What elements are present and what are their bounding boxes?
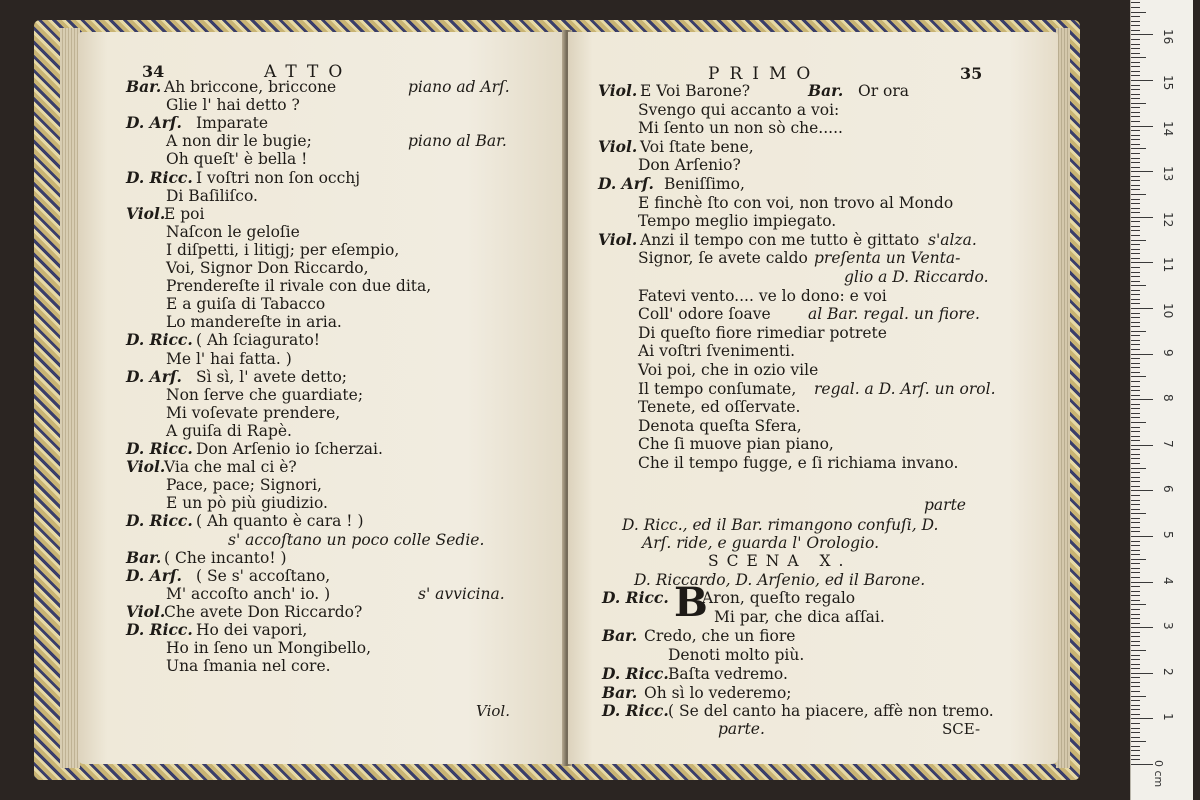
ruler-tick <box>1131 417 1140 418</box>
ruler-tick <box>1131 709 1140 710</box>
ruler-tick <box>1131 536 1153 537</box>
verse-text: A non dir le bugie; <box>166 132 312 151</box>
verse-text: Naſcon le geloſie <box>166 222 300 241</box>
ruler-number: 12 <box>1161 211 1175 228</box>
speaker-label: D. Ricc. <box>602 701 669 720</box>
ruler-tick <box>1131 436 1140 437</box>
verse-text: Beniſſimo, <box>664 175 745 193</box>
ruler-tick <box>1131 554 1140 555</box>
stage-direction: s'alza. <box>928 230 977 249</box>
ruler-tick <box>1131 563 1140 564</box>
ruler-tick <box>1131 445 1153 446</box>
ruler-tick <box>1131 691 1140 692</box>
ruler-tick <box>1131 472 1140 473</box>
ruler-number: 15 <box>1161 75 1175 91</box>
verse-text: ( Ah quanto è cara ! ) <box>196 512 364 531</box>
catchword-left: Viol. <box>476 702 510 720</box>
speaker-label: D. Ricc. <box>126 620 193 639</box>
ruler-tick <box>1131 331 1146 332</box>
ruler-tick <box>1131 463 1140 464</box>
verse-text: Voi poi, che in ozio vile <box>638 361 819 379</box>
ruler-number: 2 <box>1161 667 1175 676</box>
ruler-unit-label: 0 cm <box>1152 760 1165 788</box>
verse-text: Ho in ſeno un Mongibello, <box>166 639 372 658</box>
ruler-tick <box>1131 664 1140 665</box>
ruler-tick <box>1131 572 1140 573</box>
verse-text: E finchè ſto con voi, non trovo al Mondo <box>638 193 954 212</box>
ruler-tick <box>1131 696 1146 697</box>
ruler-number: 9 <box>1161 348 1175 357</box>
ruler-number: 6 <box>1161 485 1175 494</box>
ruler-tick <box>1131 107 1140 108</box>
ruler-tick <box>1131 139 1140 140</box>
ruler-tick <box>1131 326 1140 327</box>
ruler-tick <box>1131 582 1153 583</box>
ruler-tick <box>1131 677 1140 678</box>
ruler-tick <box>1131 764 1153 765</box>
speaker-label: D. Arſ. <box>126 565 182 585</box>
speaker-label: D. Ricc. <box>126 167 193 187</box>
speaker-label: Bar. <box>126 547 162 567</box>
speaker-label: D. Ricc. <box>602 588 669 607</box>
verse-text: E poi <box>164 204 205 223</box>
ruler-tick <box>1131 600 1140 601</box>
ruler-tick <box>1131 454 1140 455</box>
verse-text: E un pò più giudizio. <box>166 494 328 513</box>
ruler-number: 5 <box>1161 531 1175 539</box>
ruler-tick <box>1131 75 1140 76</box>
verse-text: Voi ſtate bene, <box>640 137 754 156</box>
right-page-edges <box>1056 28 1070 768</box>
ruler-tick <box>1131 299 1140 300</box>
ruler-tick <box>1131 2 1140 3</box>
stage-direction-1: D. Ricc., ed il Bar. rimangono confuſi, D. <box>622 516 939 534</box>
ruler-number: 10 <box>1161 303 1175 319</box>
verse-text: Di queſto fiore rimediar potrete <box>638 323 887 342</box>
ruler-tick <box>1131 7 1140 8</box>
ruler-tick <box>1131 386 1140 387</box>
verse-text: Tempo meglio impiegato. <box>638 212 837 231</box>
ruler-tick <box>1131 495 1140 496</box>
ruler-tick <box>1131 262 1153 263</box>
scene-heading: SCENA X. <box>708 552 852 570</box>
ruler-tick <box>1131 89 1140 90</box>
ruler-number: 14 <box>1161 120 1175 136</box>
speaker-label: Viol. <box>126 601 166 621</box>
verse-text: ( Se s' accoſtano, <box>196 566 331 585</box>
ruler-tick <box>1131 755 1140 756</box>
ruler-tick <box>1131 349 1140 350</box>
ruler-tick <box>1131 176 1140 177</box>
ruler-tick <box>1131 404 1140 405</box>
ruler-tick <box>1131 230 1140 231</box>
ruler-tick <box>1131 468 1146 469</box>
speaker-label: Viol. <box>598 229 638 249</box>
ruler-tick <box>1131 376 1146 377</box>
ruler-tick <box>1131 340 1140 341</box>
ruler-tick <box>1131 121 1140 122</box>
ruler-tick <box>1131 650 1146 651</box>
ruler-tick <box>1131 682 1140 683</box>
ruler-tick <box>1131 290 1140 291</box>
ruler-tick <box>1131 126 1153 127</box>
ruler-tick <box>1131 545 1140 546</box>
ruler-tick <box>1131 541 1140 542</box>
verse-text: Mi voſevate prendere, <box>166 403 341 422</box>
ruler-tick <box>1131 399 1153 400</box>
ruler-tick <box>1131 12 1146 13</box>
ruler-tick <box>1131 317 1140 318</box>
ruler-tick <box>1131 21 1140 22</box>
ruler-tick <box>1131 308 1153 309</box>
ruler-tick <box>1131 609 1140 610</box>
ruler-tick <box>1131 240 1146 241</box>
speaker-label: Viol. <box>126 457 166 477</box>
ruler-tick <box>1131 85 1140 86</box>
ruler-tick <box>1131 522 1140 523</box>
verse-text: Ho dei vapori, <box>196 621 308 639</box>
ruler-tick <box>1131 253 1140 254</box>
verse-text: Che avete Don Riccardo? <box>164 602 363 621</box>
speaker-label: D. Arſ. <box>598 174 654 193</box>
verse-text: Don Arſenio? <box>638 156 741 175</box>
ruler-tick <box>1131 604 1146 605</box>
ruler-tick <box>1131 267 1140 268</box>
verse-text: Ah briccone, briccone <box>164 78 337 96</box>
ruler-tick <box>1131 354 1153 355</box>
verse-text: Mi par, che dica aſſai. <box>714 608 885 626</box>
ruler-tick <box>1131 577 1140 578</box>
ruler-tick <box>1131 618 1140 619</box>
speaker-label: D. Ricc. <box>126 439 193 458</box>
ruler-tick <box>1131 372 1140 373</box>
verse-text: Prendereſte il rivale con due dita, <box>166 277 432 296</box>
ruler-tick <box>1131 645 1140 646</box>
ruler-tick <box>1131 335 1140 336</box>
ruler-tick <box>1131 641 1140 642</box>
ruler-tick <box>1131 431 1140 432</box>
ruler-tick <box>1131 235 1140 236</box>
ruler-tick <box>1131 30 1140 31</box>
verse-text: Me l' hai fatta. ) <box>166 349 292 368</box>
speaker-label: D. Ricc. <box>126 511 193 531</box>
right-page <box>568 32 1058 764</box>
verse-text: Don Arſenio io ſcherzai. <box>196 440 383 458</box>
ruler-tick <box>1131 303 1140 304</box>
verse-text: Aron, queſto regalo <box>702 589 856 607</box>
verse-text: Tenete, ed oſſervate. <box>638 398 801 417</box>
verse-text: Il tempo conſumate, <box>638 379 797 398</box>
ruler-tick <box>1131 518 1140 519</box>
verse-text: Lo mandereſte in aria. <box>166 313 342 332</box>
verse-text: Mi ſento un non sò che..... <box>638 119 843 138</box>
ruler-tick <box>1131 440 1140 441</box>
ruler-tick <box>1131 244 1140 245</box>
speaker-label: Bar. <box>126 77 162 96</box>
ruler-tick <box>1131 395 1140 396</box>
stage-direction: al Bar. regal. un fiore. <box>808 305 980 324</box>
ruler-tick <box>1131 595 1140 596</box>
ruler-tick <box>1131 427 1140 428</box>
ruler-tick <box>1131 759 1140 760</box>
ruler-tick <box>1131 48 1140 49</box>
ruler-tick <box>1131 162 1140 163</box>
ruler-tick <box>1131 422 1146 423</box>
ruler-tick <box>1131 458 1140 459</box>
ruler-tick <box>1131 16 1140 17</box>
ruler-tick <box>1131 80 1153 81</box>
ruler-tick <box>1131 390 1140 391</box>
ruler-tick <box>1131 490 1153 491</box>
ruler-tick <box>1131 208 1140 209</box>
speaker-label: D. Arſ. <box>126 366 182 386</box>
verse-text: Glie l' hai detto ? <box>166 96 300 115</box>
ruler-tick <box>1131 25 1140 26</box>
ruler-number: 4 <box>1161 576 1175 585</box>
ruler-tick <box>1131 732 1140 733</box>
stage-direction-2: Arſ. ride, e guarda l' Orologio. <box>642 534 880 552</box>
ruler-tick <box>1131 153 1140 154</box>
ruler-tick <box>1131 112 1140 113</box>
ruler-tick <box>1131 568 1140 569</box>
ruler-tick <box>1131 203 1140 204</box>
ruler-tick <box>1131 44 1140 45</box>
stage-direction: regal. a D. Arſ. un orol. <box>814 379 996 398</box>
ruler-tick <box>1131 449 1140 450</box>
ruler-tick <box>1131 158 1140 159</box>
ruler-tick <box>1131 531 1140 532</box>
ruler-tick <box>1131 167 1140 168</box>
ruler-tick <box>1131 413 1140 414</box>
left-page <box>78 32 564 764</box>
verse-text: Baſta vedremo. <box>668 665 788 683</box>
ruler-tick <box>1131 249 1140 250</box>
verse-text: Coll' odore ſoave <box>638 305 771 324</box>
verse-text: Voi, Signor Don Riccardo, <box>166 259 369 277</box>
running-head-right: PRIMO <box>708 64 821 84</box>
exit-direction: parte <box>924 496 966 514</box>
ruler-tick <box>1131 212 1140 213</box>
ruler-tick <box>1131 477 1140 478</box>
verse-text: Imparate <box>196 114 269 133</box>
ruler-tick <box>1131 481 1140 482</box>
verse-text: Che il tempo fugge, e ſi richiama invano. <box>638 454 959 472</box>
speaker-label: Viol. <box>598 136 638 156</box>
stage-direction: glio a D. Riccardo. <box>844 268 989 286</box>
stage-direction: s' accoſtano un poco colle Sedie. <box>228 530 485 549</box>
stage-direction: Bar. <box>808 81 844 100</box>
ruler-tick <box>1131 509 1140 510</box>
ruler-tick <box>1131 313 1140 314</box>
left-page-edges <box>60 28 80 768</box>
speaker-label: Bar. <box>602 683 638 702</box>
ruler-tick <box>1131 527 1140 528</box>
verse-text: A guiſa di Rapè. <box>166 421 292 440</box>
ruler-tick <box>1131 737 1140 738</box>
speaker-label: Viol. <box>126 203 166 223</box>
ruler-tick <box>1131 94 1140 95</box>
ruler-tick <box>1131 559 1146 560</box>
ruler-tick <box>1131 723 1140 724</box>
ruler-tick <box>1131 513 1146 514</box>
measuring-ruler <box>1130 0 1193 800</box>
ruler-tick <box>1131 591 1140 592</box>
ruler-tick <box>1131 655 1140 656</box>
ruler-tick <box>1131 276 1140 277</box>
ruler-number: 7 <box>1161 439 1175 448</box>
ruler-tick <box>1131 344 1140 345</box>
verse-text: M' accoſto anch' io. ) <box>166 584 331 603</box>
verse-text: Che ſi muove pian piano, <box>638 435 834 454</box>
page-number-left: 34 <box>142 62 165 81</box>
stage-direction: s' avvicina. <box>418 584 505 603</box>
ruler-tick <box>1131 358 1140 359</box>
ruler-tick <box>1131 659 1140 660</box>
ruler-tick <box>1131 714 1140 715</box>
ruler-tick <box>1131 171 1153 172</box>
ruler-tick <box>1131 66 1140 67</box>
verse-text: ( Che incanto! ) <box>164 548 287 567</box>
verse-text: I diſpetti, i litigj; per eſempio, <box>166 240 400 259</box>
ruler-tick <box>1131 746 1140 747</box>
verse-text: Ai voſtri ſvenimenti. <box>638 342 795 361</box>
ruler-tick <box>1131 367 1140 368</box>
verse-text: Fatevi vento.... ve lo dono: e voi <box>638 286 887 305</box>
ruler-tick <box>1131 116 1140 117</box>
ruler-tick <box>1131 98 1140 99</box>
ruler-tick <box>1131 363 1140 364</box>
ruler-tick <box>1131 673 1153 674</box>
ruler-tick <box>1131 34 1153 35</box>
ruler-tick <box>1131 221 1140 222</box>
ruler-tick <box>1131 486 1140 487</box>
ruler-tick <box>1131 627 1153 628</box>
ruler-tick <box>1131 258 1140 259</box>
verse-text: Svengo qui accanto a voi: <box>638 100 840 119</box>
verse-text: Oh sì lo vederemo; <box>644 684 792 702</box>
verse-text: Di Baſiliſco. <box>166 186 258 205</box>
ruler-tick <box>1131 500 1140 501</box>
page-number-right: 35 <box>960 64 983 83</box>
speaker-label: Viol. <box>598 81 638 100</box>
verse-text: Denoti molto più. <box>668 646 805 664</box>
ruler-tick <box>1131 199 1140 200</box>
ruler-tick <box>1131 322 1140 323</box>
stage-direction: piano al Bar. <box>408 132 507 151</box>
ruler-tick <box>1131 623 1140 624</box>
verse-text: ( Ah ſciagurato! <box>196 331 321 350</box>
verse-text: Denota queſta Sfera, <box>638 416 802 435</box>
ruler-tick <box>1131 504 1140 505</box>
verse-text: Via che mal ci è? <box>164 458 297 477</box>
ruler-tick <box>1131 285 1146 286</box>
ruler-tick <box>1131 135 1140 136</box>
ruler-tick <box>1131 381 1140 382</box>
ruler-tick <box>1131 103 1146 104</box>
ruler-tick <box>1131 668 1140 669</box>
verse-text: Pace, pace; Signori, <box>166 476 322 495</box>
ruler-tick <box>1131 62 1140 63</box>
ruler-number: 3 <box>1161 622 1175 630</box>
ruler-tick <box>1131 614 1140 615</box>
ruler-tick <box>1131 53 1140 54</box>
verse-text: Signor, ſe avete caldo <box>638 249 808 268</box>
ruler-tick <box>1131 71 1140 72</box>
ruler-tick <box>1131 194 1146 195</box>
ruler-tick <box>1131 217 1153 218</box>
ruler-tick <box>1131 148 1146 149</box>
verse-text: Oh queſt' è bella ! <box>166 150 308 169</box>
speaker-label: D. Arſ. <box>126 113 182 133</box>
ruler-number: 13 <box>1161 166 1175 182</box>
ruler-number: 16 <box>1161 29 1175 45</box>
ruler-tick <box>1131 700 1140 701</box>
verse-text: Anzi il tempo con me tutto è gittato <box>640 230 920 249</box>
verse-text: Or ora <box>858 82 910 100</box>
verse-text: Non ſerve che guardiate; <box>166 385 364 404</box>
ruler-tick <box>1131 185 1140 186</box>
ruler-tick <box>1131 130 1140 131</box>
speaker-label: Bar. <box>602 626 638 645</box>
ruler-tick <box>1131 226 1140 227</box>
speaker-label: D. Ricc. <box>602 664 669 683</box>
ruler-tick <box>1131 741 1146 742</box>
ruler-tick <box>1131 632 1140 633</box>
verse-text: Credo, che un fiore <box>644 627 796 645</box>
verse-text: I voſtri non ſon occhj <box>196 168 361 187</box>
ruler-tick <box>1131 550 1140 551</box>
ruler-tick <box>1131 728 1140 729</box>
ruler-number: 1 <box>1161 713 1175 722</box>
stage-direction: preſenta un Venta- <box>814 249 961 268</box>
stage-direction: piano ad Arſ. <box>408 78 510 96</box>
ruler-tick <box>1131 272 1140 273</box>
ruler-tick <box>1131 718 1153 719</box>
scene-cast: D. Riccardo, D. Arſenio, ed il Barone. <box>634 571 926 589</box>
ruler-tick <box>1131 586 1140 587</box>
final-direction: parte. <box>718 720 765 738</box>
verse-text: Una ſmania nel core. <box>166 657 331 676</box>
verse-text: Sì sì, l' avete detto; <box>196 367 348 386</box>
drop-capital: B <box>674 579 708 626</box>
verse-text: E Voi Barone? <box>640 82 751 100</box>
ruler-tick <box>1131 189 1140 190</box>
ruler-tick <box>1131 408 1140 409</box>
ruler-number: 8 <box>1161 394 1175 402</box>
ruler-tick <box>1131 705 1140 706</box>
speaker-label: D. Ricc. <box>126 330 193 350</box>
ruler-tick <box>1131 180 1140 181</box>
ruler-tick <box>1131 281 1140 282</box>
running-head-left: ATTO <box>264 62 353 82</box>
ruler-tick <box>1131 39 1140 40</box>
ruler-number: 11 <box>1161 257 1175 273</box>
ruler-tick <box>1131 636 1140 637</box>
ruler-tick <box>1131 57 1146 58</box>
ruler-tick <box>1131 294 1140 295</box>
ruler-tick <box>1131 750 1140 751</box>
verse-text: ( Se del canto ha piacere, affè non tremo. <box>668 702 994 720</box>
catchword-right: SCE- <box>942 720 981 738</box>
ruler-tick <box>1131 144 1140 145</box>
verse-text: E a guiſa di Tabacco <box>166 295 326 314</box>
ruler-tick <box>1131 686 1140 687</box>
